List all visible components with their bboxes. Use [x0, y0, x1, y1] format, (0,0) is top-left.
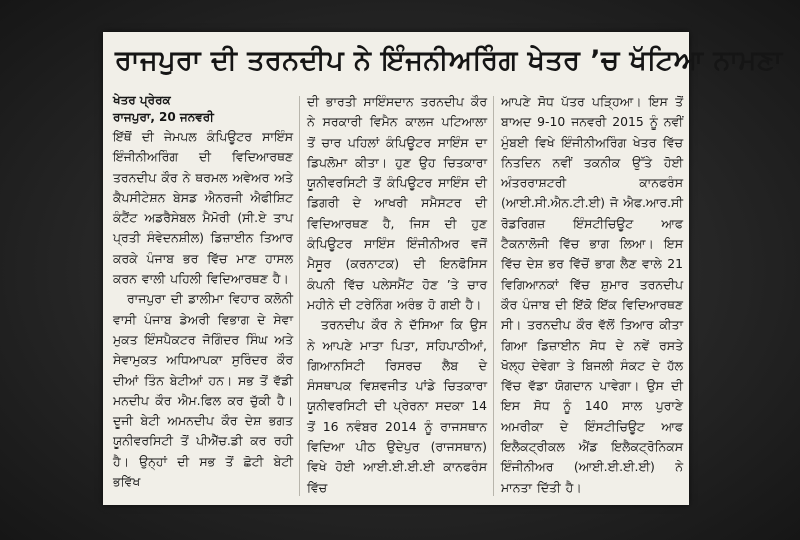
article-column-3	[501, 92, 683, 502]
column-divider	[493, 96, 494, 496]
paragraph: ਇੱਥੋਂ ਦੀ ਜੇਮਪਲ ਕੰਪਿਊਟਰ ਸਾਇੰਸ ਇੰਜੀਨੀਅਰਿੰਗ ਦੀ ਵਿਦਿਆਰਥਣ ਤਰਨਦੀਪ ਕੌਰ ਨੇ ਥਰਮਲ ਅਵੇਅਰ ਅਤੇ ਕੈਪਸੀਟੇਸ਼ਨ ਬੇਸਡ ਐਨਰਜੀ ਐਫੀਸ਼ਿਟ ਕੰਟੈਂਟ ਅਡਰੈਸੇਬਲ ਮੈਮੋਰੀ (ਸੀ.ਏ ਤਾਪ ਪ੍ਰਤੀ ਸੰਵੇਦਨਸ਼ੀਲ) ਡਿਜ਼ਾਈਨ ਤਿਆਰ ਕਰਕੇ ਪੰਜਾਬ ਭਰ ਵਿੱਚ ਮਾਣ ਹਾਸਲ ਕਰਨ ਵਾਲੀ ਪਹਿਲੀ ਵਿਦਿਆਰਥਣ ਹੈ।	[113, 129, 293, 287]
paragraph: ਤਰਨਦੀਪ ਕੌਰ ਨੇ ਦੱਸਿਆ ਕਿ ਉਸ ਨੇ ਆਪਣੇ ਮਾਤਾ ਪਿਤਾ, ਸਹਿਪਾਠੀਆਂ, ਗਿਆਨਸਿਟੀ ਰਿਸਰਚ ਲੈਬ ਦੇ ਸੰਸਥਾਪਕ ਵਿਸ਼ਵਜੀਤ ਪਾਂਡੇ ਚਿਤਕਾਰਾ ਯੂਨੀਵਰਸਿਟੀ ਦੀ ਪ੍ਰੇਰਨਾ ਸਦਕਾ 14 ਤੋਂ 16 ਨਵੰਬਰ 2014 ਨੂੰ ਰਾਜਸਥਾਨ ਵਿਦਿਆ ਪੀਠ ਉਦੇਪੁਰ (ਰਾਜਸਥਾਨ) ਵਿਖੇ ਹੋਈ ਆਈ.ਈ.ਈ.ਈ ਕਾਨਫਰੰਸ ਵਿੱਚ	[307, 317, 487, 495]
paragraph: ਆਪਣੇ ਸੋਧ ਪੱਤਰ ਪੜ੍ਹਿਆ। ਇਸ ਤੋਂ ਬਾਅਦ 9-10 ਜਨਵਰੀ 2015 ਨੂੰ ਨਵੀਂ ਮੁੰਬਈ ਵਿਖੇ ਇੰਜੀਨੀਅਰਿੰਗ ਖੇਤਰ ਵਿੱਚ ਨਿਤਦਿਨ ਨਵੀਂ ਤਕਨੀਕ ਉੱਤੇ ਹੋਈ ਅੰਤਰਰਾਸ਼ਟਰੀ ਕਾਨਫਰੰਸ (ਆਈ.ਸੀ.ਐਨ.ਟੀ.ਈ) ਜੋ ਐਫ.ਆਰ.ਸੀ ਰੋਡਰਿਗਜ਼ ਇੰਸਟੀਚਿਊਟ ਆਫ ਟੈਕਨਾਲੋਜੀ ਵਿੱਚ ਭਾਗ ਲਿਆ। ਇਸ ਵਿੱਚ ਦੇਸ਼ ਭਰ ਵਿੱਚੋਂ ਭਾਗ ਲੈਣ ਵਾਲੇ 21 ਵਿਗਿਆਨਕਾਂ ਵਿੱਚ ਸ਼ੁਮਾਰ ਤਰਨਦੀਪ ਕੌਰ ਪੰਜਾਬ ਦੀ ਇੱਕੋ ਇੱਕ ਵਿਦਿਆਰਥਣ ਸੀ। ਤਰਨਦੀਪ ਕੌਰ ਵੱਲੋਂ ਤਿਆਰ ਕੀਤਾ ਗਿਆ ਡਿਜ਼ਾਈਨ ਸੋਧ ਦੇ ਨਵੇਂ ਰਸਤੇ ਖੋਲ੍ਹ ਦੇਵੇਗਾ ਤੇ ਬਿਜਲੀ ਸੰਕਟ ਦੇ ਹੱਲ ਵਿੱਚ ਵੱਡਾ ਯੋਗਦਾਨ ਪਾਵੇਗਾ। ਉਸ ਦੀ ਇਸ ਸੋਧ ਨੂੰ 140 ਸਾਲ ਪੁਰਾਣੇ ਅਮਰੀਕਾ ਦੇ ਇੰਸਟੀਚਿਊਟ ਆਫ ਇਲੈਕਟ੍ਰੀਕਲ ਐਂਡ ਇਲੈਕਟ੍ਰੋਨਿਕਸ ਇੰਜੀਨੀਅਰ (ਆਈ.ਈ.ਈ.ਈ) ਨੇ ਮਾਨਤਾ ਦਿੱਤੀ ਹੈ।	[501, 94, 683, 495]
article-body	[111, 92, 683, 502]
byline: ਖੇਤਰ ਪ੍ਰੇਰਕ	[113, 93, 171, 107]
paragraph: ਦੀ ਭਾਰਤੀ ਸਾਇੰਸਦਾਨ ਤਰਨਦੀਪ ਕੌਰ ਨੇ ਸਰਕਾਰੀ ਵਿਮੈਨ ਕਾਲਜ ਪਟਿਆਲਾ ਤੋਂ ਚਾਰ ਪਹਿਲਾਂ ਕੰਪਿਊਟਰ ਸਾਇੰਸ ਦਾ ਡਿਪਲੋਮਾ ਕੀਤਾ। ਹੁਣ ਉਹ ਚਿਤਕਾਰਾ ਯੂਨੀਵਰਸਿਟੀ ਤੋਂ ਕੰਪਿਊਟਰ ਸਾਇੰਸ ਦੀ ਡਿਗਰੀ ਦੇ ਆਖਰੀ ਸਮੈਸਟਰ ਦੀ ਵਿਦਿਆਰਥਣ ਹੈ, ਜਿਸ ਦੀ ਹੁਣ ਕੰਪਿਊਟਰ ਸਾਇੰਸ ਇੰਜੀਨੀਅਰ ਵਜੋਂ ਮੈਸੂਰ (ਕਰਨਾਟਕ) ਦੀ ਇਨਫੋਸਿਸ ਕੰਪਨੀ ਵਿੱਚ ਪਲੇਸਮੈਂਟ ਹੋਣ ’ਤੇ ਚਾਰ ਮਹੀਨੇ ਦੀ ਟਰੇਨਿੰਗ ਅਰੰਭ ਹੋ ਗਈ ਹੈ।	[307, 94, 487, 312]
headline: ਰਾਜਪੁਰਾ ਦੀ ਤਰਨਦੀਪ ਨੇ ਇੰਜਨੀਅਰਿੰਗ ਖੇਤਰ ’ਚ ਖੱਟਿਆ ਨਾਮਣਾ	[115, 45, 783, 76]
column-divider	[299, 96, 300, 496]
article-column-1	[113, 92, 293, 502]
paragraph: ਰਾਜਪੁਰਾ ਦੀ ਡਾਲੀਮਾ ਵਿਹਾਰ ਕਲੋਨੀ ਵਾਸੀ ਪੰਜਾਬ ਡੇਅਰੀ ਵਿਭਾਗ ਦੇ ਸੇਵਾ ਮੁਕਤ ਇੰਸਪੈਕਟਰ ਜੋਗਿੰਦਰ ਸਿੰਘ ਅਤੇ ਸੇਵਾਮੁਕਤ ਅਧਿਆਪਕਾ ਸੁਰਿੰਦਰ ਕੌਰ ਦੀਆਂ ਤਿੰਨ ਬੇਟੀਆਂ ਹਨ। ਸਭ ਤੋਂ ਵੱਡੀ ਮਨਦੀਪ ਕੌਰ ਐਮ.ਫਿਲ ਕਰ ਚੁੱਕੀ ਹੈ। ਦੂਜੀ ਬੇਟੀ ਅਮਨਦੀਪ ਕੌਰ ਦੇਸ਼ ਭਗਤ ਯੂਨੀਵਰਸਿਟੀ ਤੋਂ ਪੀਐੱਚ.ਡੀ ਕਰ ਰਹੀ ਹੈ। ਉਨ੍ਹਾਂ ਦੀ ਸਭ ਤੋਂ ਛੋਟੀ ਬੇਟੀ ਭਵਿੱਖ	[113, 291, 293, 490]
article-column-2	[307, 92, 487, 502]
dateline: ਰਾਜਪੁਰਾ, 20 ਜਨਵਰੀ	[113, 110, 214, 124]
newspaper-clipping	[103, 32, 783, 505]
